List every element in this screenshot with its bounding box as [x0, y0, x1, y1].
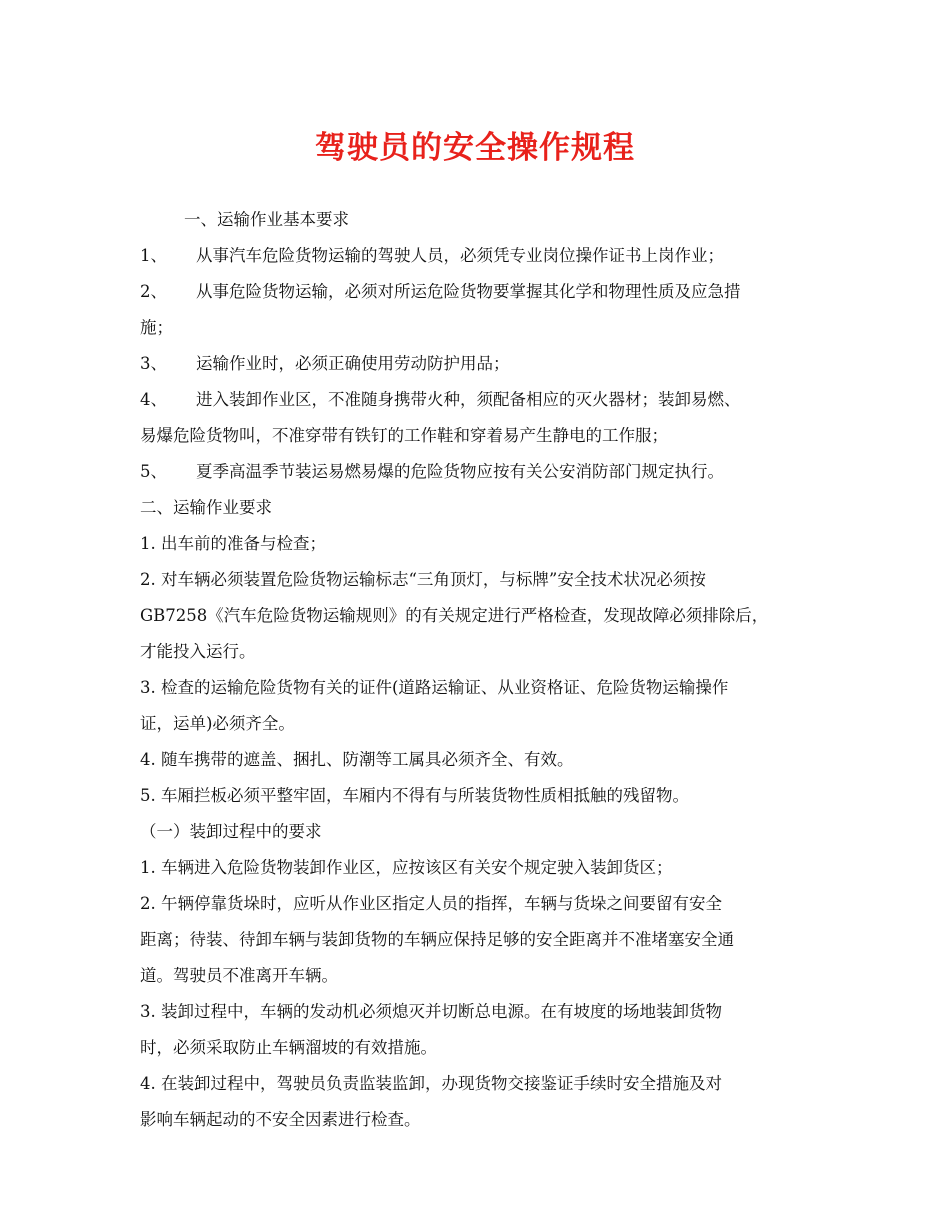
document-body: [140, 202, 820, 1138]
paragraph-line: 才能投入运行。: [140, 642, 256, 661]
paragraph-line: 2. 对车辆必须装置危险货物运输标志“三角顶灯，与标牌”安全技术状况必须按: [140, 570, 706, 589]
numbered-paragraph: [140, 382, 820, 418]
section-heading: 一、运输作业基本要求: [184, 210, 349, 229]
paragraph-line: 时，必须采取防止车辆溜坡的有效措施。: [140, 1038, 437, 1057]
paragraph-line: 4. 在装卸过程中，驾驶员负责监装监卸，办现货物交接鉴证手续时安全措施及对: [140, 1074, 722, 1093]
paragraph-line: 5. 车厢拦板必须平整牢固，车厢内不得有与所装货物性质相抵触的残留物。: [140, 786, 689, 805]
item-number: 2、: [140, 282, 167, 301]
paragraph-line: （一）装卸过程中的要求: [140, 822, 322, 841]
item-number: 3、: [140, 354, 167, 373]
paragraph-line: 1. 出车前的准备与检查；: [140, 534, 326, 553]
item-number: 1、: [140, 246, 167, 265]
paragraph-line: 影响车辆起动的不安全因素进行检查。: [140, 1110, 421, 1129]
paragraph-line: 施；: [140, 318, 173, 337]
paragraph-line: 易爆危险货物叫，不准穿带有铁钉的工作鞋和穿着易产生静电的工作服；: [140, 426, 668, 445]
item-text: 进入装卸作业区，不准随身携带火种，须配备相应的灭火器材；装卸易燃、: [196, 390, 741, 409]
item-text: 从事汽车危险货物运输的驾驶人员，必须凭专业岗位操作证书上岗作业；: [196, 246, 724, 265]
paragraph-line: 1. 车辆进入危险货物装卸作业区，应按该区有关安个规定驶入装卸货区；: [140, 858, 673, 877]
paragraph-line: 3. 装卸过程中，车辆的发动机必须熄灭并切断总电源。在有坡度的场地装卸货物: [140, 1002, 722, 1021]
item-number: 5、: [140, 462, 167, 481]
paragraph-line: 3. 检查的运输危险货物有关的证件(道路运输证、从业资格证、危险货物运输操作: [140, 678, 729, 697]
paragraph-line: 距离；待装、待卸车辆与装卸货物的车辆应保持足够的安全距离并不准堵塞安全通: [140, 930, 734, 949]
paragraph-line: 证，运单)必须齐全。: [140, 714, 295, 733]
paragraph-line: 二、运输作业要求: [140, 498, 272, 517]
document-title: 驾驶员的安全操作规程: [315, 130, 635, 166]
item-text: 夏季高温季节装运易燃易爆的危险货物应按有关公安消防部门规定执行。: [196, 462, 724, 481]
numbered-paragraph: [140, 346, 820, 382]
paragraph-line: 2. 午辆停靠货垛时，应听从作业区指定人员的指挥，车辆与货垛之间要留有安全: [140, 894, 722, 913]
paragraph-line: 道。驾驶员不准离开车辆。: [140, 966, 338, 985]
numbered-paragraph: [140, 454, 820, 490]
item-text: 运输作业时，必须正确使用劳动防护用品；: [196, 354, 510, 373]
numbered-paragraph: [140, 274, 820, 310]
item-number: 4、: [140, 390, 167, 409]
paragraph-line: 4. 随车携带的遮盖、捆扎、防潮等工属具必须齐全、有效。: [140, 750, 574, 769]
item-text: 从事危险货物运输，必须对所运危险货物要掌握其化学和物理性质及应急措: [196, 282, 741, 301]
numbered-paragraph: [140, 238, 820, 274]
paragraph-line: GB7258《汽车危险货物运输规则》的有关规定进行严格检查，发现故障必须排除后，: [140, 606, 769, 625]
